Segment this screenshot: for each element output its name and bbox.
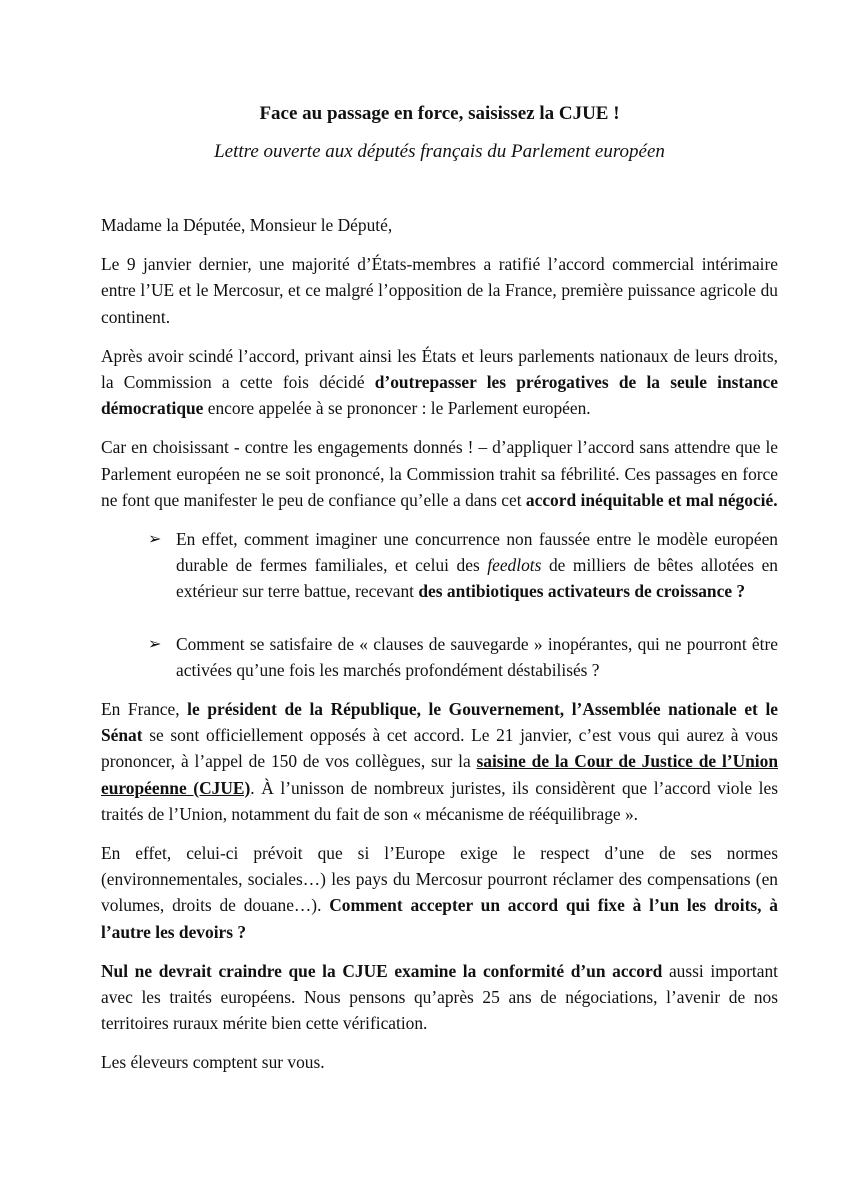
paragraph-4 <box>101 696 778 827</box>
paragraph-4-text-end: . À l’unisson de nombreux juristes, ils considèrent que l’accord viole les traités de l’Union, notamment du fait de son « mécanisme de rééquilibrage ». <box>101 777 778 824</box>
paragraph-4-text: En France, <box>101 699 188 720</box>
bullet-list <box>101 526 778 683</box>
paragraph-2 <box>101 343 778 422</box>
paragraph-5 <box>101 840 778 945</box>
paragraph-3-emphasis: accord inéquitable et mal négocié. <box>525 489 778 510</box>
closing-line: Les éleveurs comptent sur vous. <box>101 1052 325 1073</box>
paragraph-6-emphasis: Nul ne devrait craindre que la CJUE examine la conformité d’un accord <box>101 960 663 981</box>
list-item <box>101 526 778 605</box>
paragraph-2-text: Après avoir scindé l’accord, privant ainsi les États et leurs parlements nationaux de leurs droits, la Commission a cette fois décidé <box>101 345 778 393</box>
bullet-1-italic: feedlots <box>487 555 542 576</box>
paragraph-4-text-mid: se sont officiellement opposés à cet accord. Le 21 janvier, c’est vous qui aurez à vous prononcer, à l’appel de 150 de vos collègues, sur la <box>101 725 778 772</box>
bullet-1-part-a: En effet, comment imaginer une concurrence non faussée entre le modèle européen durable de fermes familiales, et celui des <box>176 529 778 576</box>
paragraph-1: Le 9 janvier dernier, une majorité d’États-membres a ratifié l’accord commercial intérimaire entre l’UE et le Mercosur, et ce malgré l’opposition de la France, première puissance agricole du continent. <box>101 254 778 327</box>
list-item <box>101 631 778 683</box>
paragraph-3 <box>101 434 778 513</box>
paragraph-3-text: Car en choisissant - contre les engagements donnés ! – d’appliquer l’accord sans attendre que le Parlement européen ne se soit prononcé, la Commission trahit sa fébrilité. Ces passages en force ne font que manifester le peu de confiance qu’elle a dans cet <box>101 437 778 510</box>
bullet-2-text: Comment se satisfaire de « clauses de sauvegarde » inopérantes, qui ne pourront être activées qu’une fois les marchés profondément déstabilisés ? <box>176 633 778 680</box>
paragraph-2-emphasis: d’outrepasser les prérogatives de la seule instance démocratique <box>101 372 778 419</box>
paragraph-5-emphasis: Comment accepter un accord qui fixe à l’un les droits, à l’autre les devoirs ? <box>101 895 778 942</box>
paragraph-2-text-end: encore appelée à se prononcer : le Parlement européen. <box>203 398 591 419</box>
paragraph-4-emphasis: le président de la République, le Gouvernement, l’Assemblée nationale et le Sénat <box>101 699 778 746</box>
bullet-1-text <box>176 526 778 605</box>
bullet-1-emphasis: des antibiotiques activateurs de croissance ? <box>418 581 746 602</box>
arrow-bullet-icon: ➢ <box>148 633 162 653</box>
letter-body <box>101 212 778 1089</box>
bullet-1-part-c: de milliers de bêtes allotées en extérieur sur terre battue, recevant <box>176 555 778 602</box>
page-subtitle: Lettre ouverte aux députés français du Parlement européen <box>214 141 665 162</box>
paragraph-6-text: aussi important avec les traités européens. Nous pensons qu’après 25 ans de négociations, l’avenir de nos territoires ruraux mérite bien cette vérification. <box>101 960 778 1034</box>
page-title: Face au passage en force, saisissez la CJUE ! <box>259 103 620 124</box>
paragraph-5-text: En effet, celui-ci prévoit que si l’Europe exige le respect d’une de ses normes (environnementales, sociales…) les pays du Mercosur pourront réclamer des compensations (en volumes, droits de douane…). <box>101 843 778 916</box>
salutation: Madame la Députée, Monsieur le Député, <box>101 215 393 235</box>
arrow-bullet-icon: ➢ <box>148 529 162 549</box>
paragraph-4-underlined: saisine de la Cour de Justice de l’Union européenne (CJUE) <box>101 751 778 798</box>
paragraph-6 <box>101 958 778 1037</box>
